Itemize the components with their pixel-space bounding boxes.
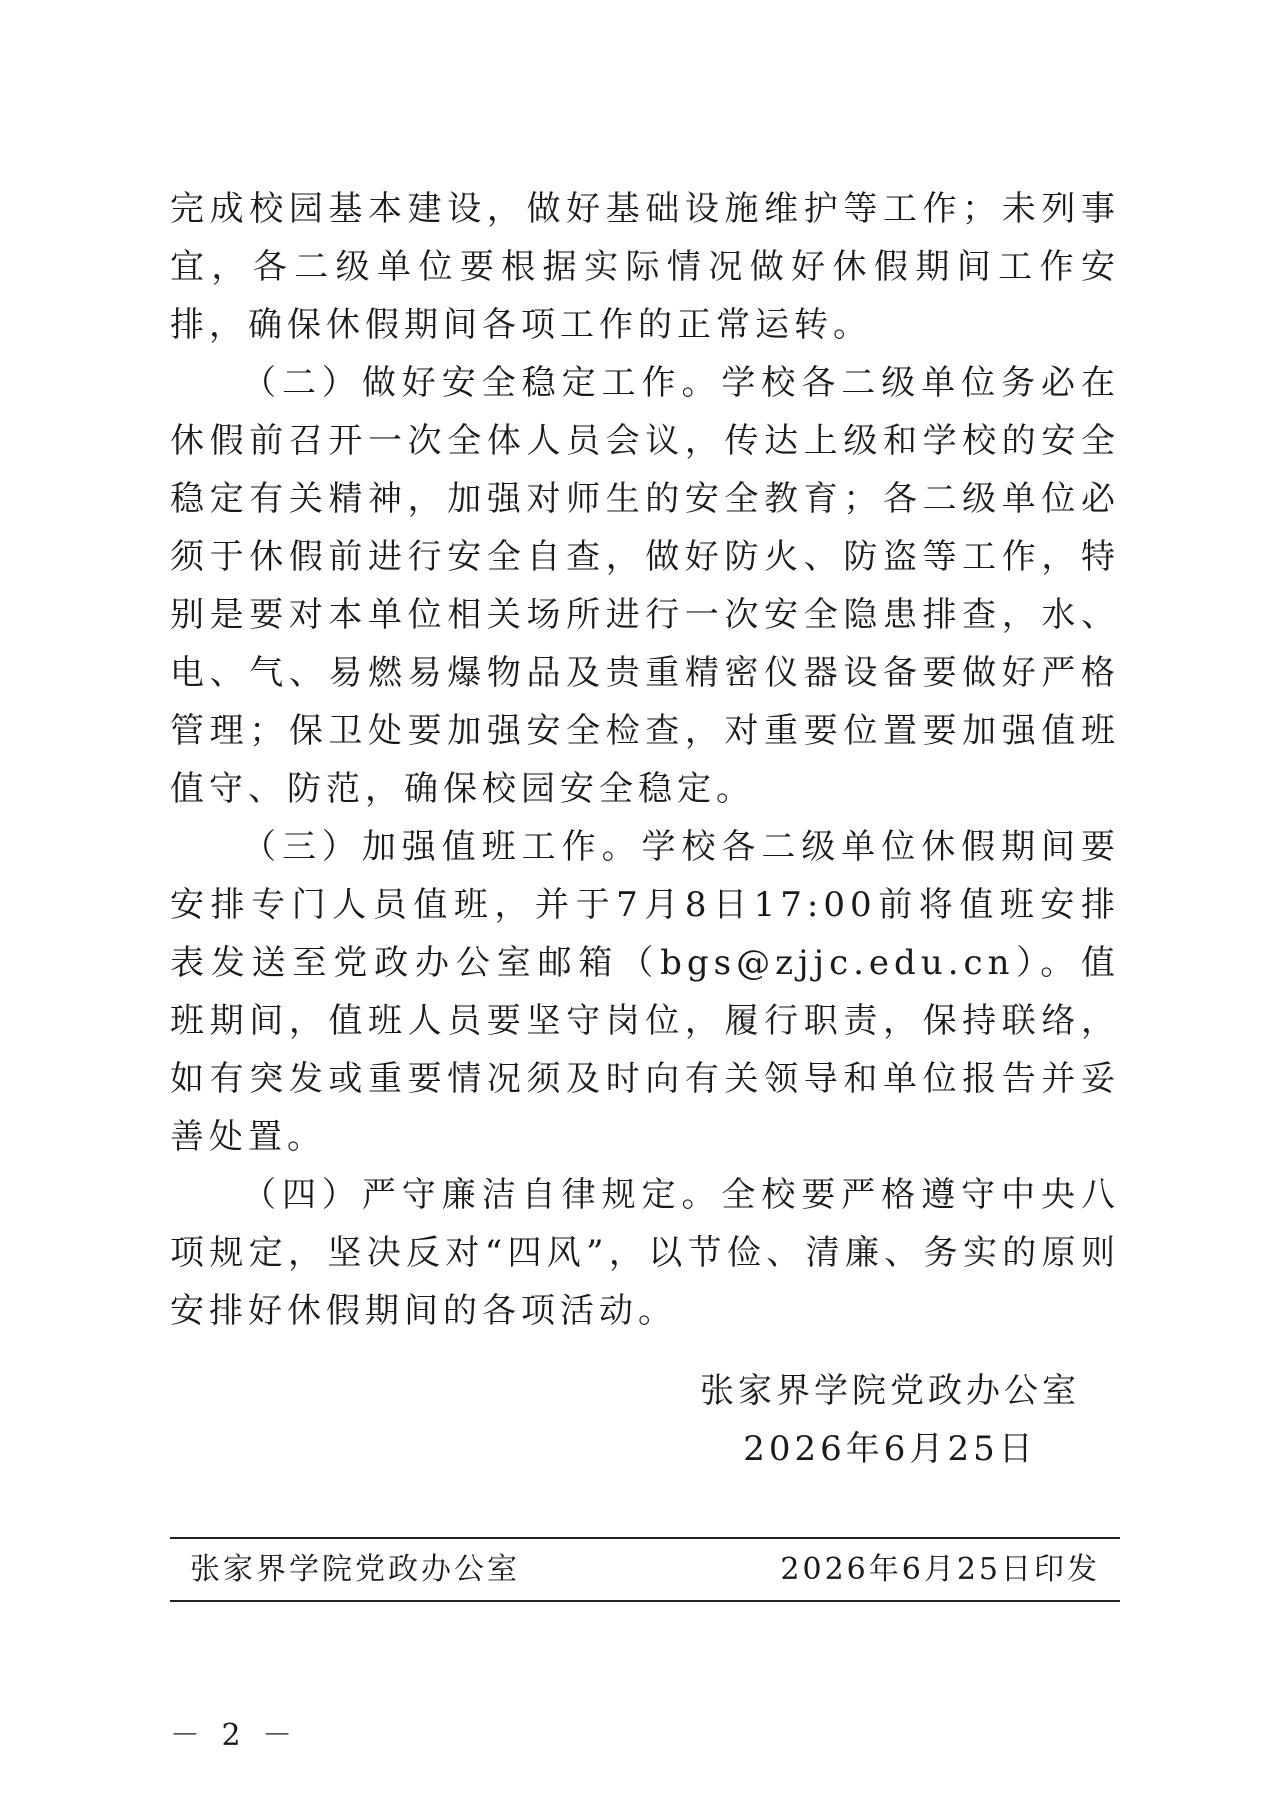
paragraph-safety-stability: （二）做好安全稳定工作。学校各二级单位务必在休假前召开一次全体人员会议，传达上级和学校的安全稳定有关精神，加强对师生的安全教育；各二级单位必须于休假前进行安全自查，做好防火、防盗等工作，特别是要对本单位相关场所进行一次安全隐患排查，水、电、气、易燃易爆物品及贵重精密仪器设备要做好严格管理；保卫处要加强安全检查，对重要位置要加强值班值守、防范，确保校园安全稳定。 bbox=[170, 363, 1120, 809]
footer-issue-line bbox=[190, 1545, 1100, 1595]
signature-organization: 张家界学院党政办公室 bbox=[700, 1371, 1080, 1411]
page-number: － 2 － bbox=[170, 1718, 299, 1753]
paragraph-continuation: 完成校园基本建设，做好基础设施维护等工作；未列事宜，各二级单位要根据实际情况做好休假期间工作安排，确保休假期间各项工作的正常运转。 bbox=[170, 189, 1120, 345]
footer-top-rule bbox=[170, 1537, 1120, 1539]
signature-block bbox=[700, 1362, 1080, 1478]
paragraph-duty-work: （三）加强值班工作。学校各二级单位休假期间要安排专门人员值班，并于7月8日17:00前将值班安排表发送至党政办公室邮箱（bgs@zjjc.edu.cn）。值班期间，值班人员要坚守岗位，履行职责，保持联络，如有突发或重要情况须及时向有关领导和单位报告并妥善处置。 bbox=[170, 827, 1120, 1157]
signature-date: 2026年6月25日 bbox=[743, 1429, 1037, 1469]
footer-issue-date: 2026年6月25日印发 bbox=[780, 1552, 1100, 1587]
paragraph-integrity-rules: （四）严守廉洁自律规定。全校要严格遵守中央八项规定，坚决反对“四风”，以节俭、清廉、务实的原则安排好休假期间的各项活动。 bbox=[170, 1175, 1120, 1331]
footer-bottom-rule bbox=[170, 1600, 1120, 1602]
footer-issuer: 张家界学院党政办公室 bbox=[190, 1552, 520, 1587]
document-body bbox=[170, 180, 1120, 1340]
